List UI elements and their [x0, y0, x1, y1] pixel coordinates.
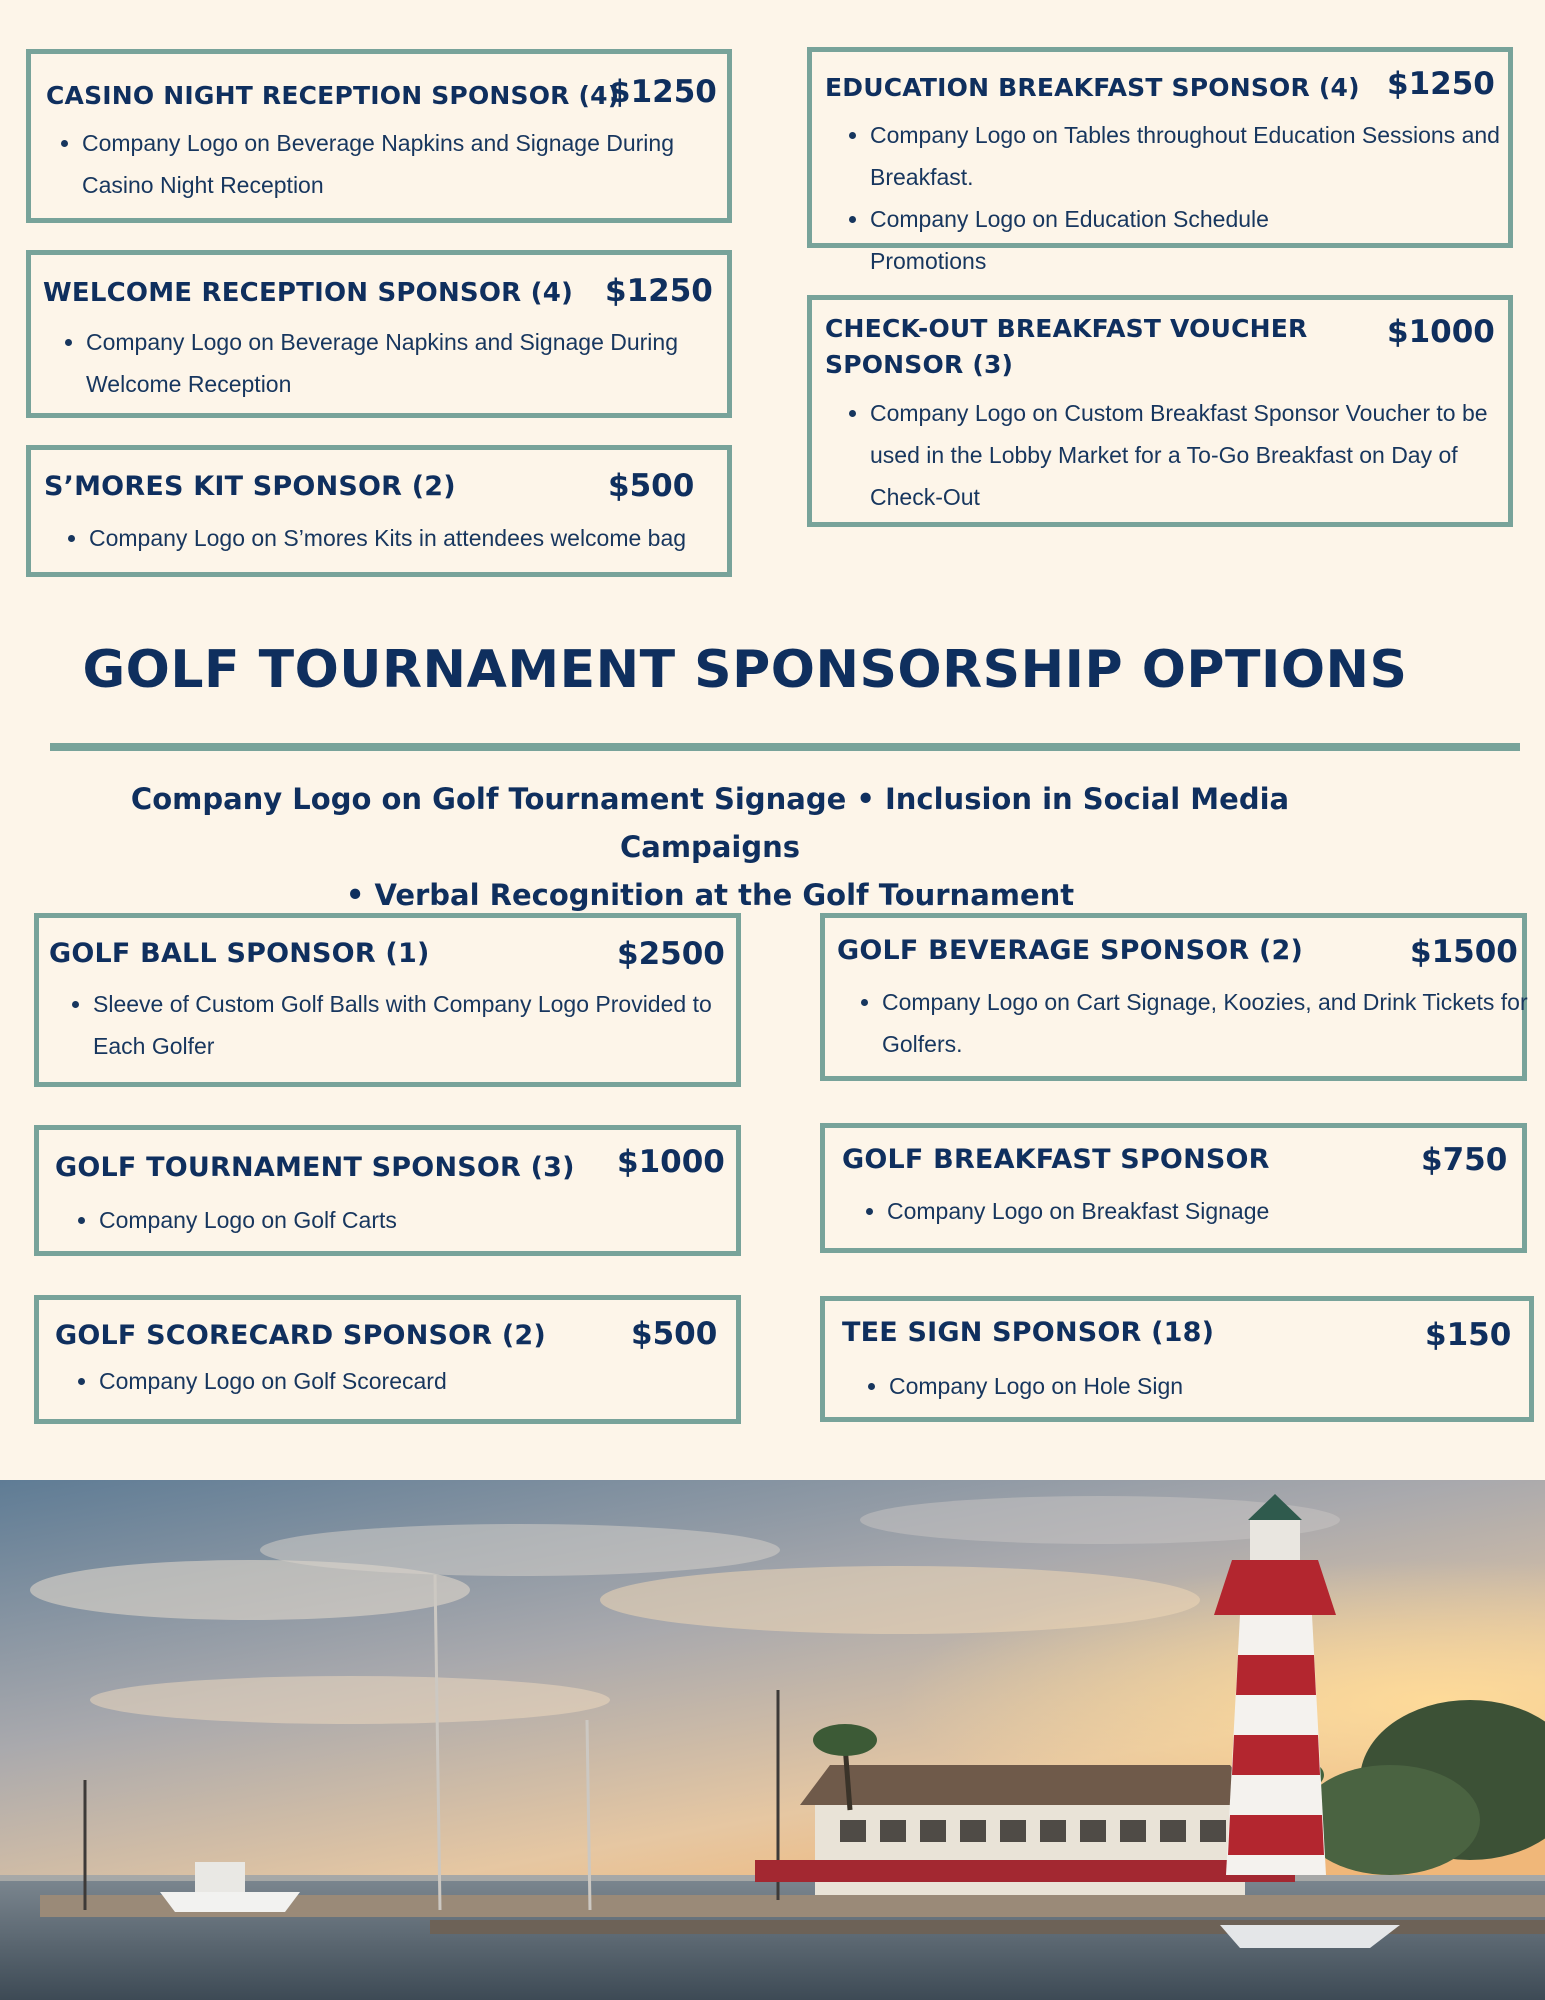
sponsor-price: $150: [1425, 1317, 1512, 1353]
sponsor-title: GOLF TOURNAMENT SPONSOR (3): [55, 1152, 575, 1183]
sponsor-card-golf-beverage: [820, 913, 1527, 1081]
benefit-item: • Company Logo on Golf Carts: [99, 1199, 749, 1241]
sponsor-title: GOLF BEVERAGE SPONSOR (2): [837, 935, 1304, 966]
sponsor-title: CASINO NIGHT RECEPTION SPONSOR (4): [46, 81, 620, 110]
sponsor-benefits: [52, 122, 732, 206]
benefit-item: • Sleeve of Custom Golf Balls with Company Logo Provided to Each Golfer: [93, 983, 753, 1067]
sponsor-price: $750: [1421, 1142, 1508, 1178]
benefit-item: • Company Logo on Cart Signage, Koozies, and Drink Tickets for Golfers.: [882, 981, 1545, 1065]
sponsor-title-line: SPONSOR (3): [825, 350, 1014, 379]
sponsor-card-golf-tournament: [34, 1125, 741, 1256]
sponsor-benefits: [857, 1190, 1537, 1232]
sponsor-benefits: [840, 392, 1532, 518]
sponsor-price: $1000: [617, 1144, 725, 1180]
sponsor-price: $500: [608, 468, 695, 504]
sponsor-card-golf-scorecard: [34, 1295, 741, 1424]
sponsor-title: [825, 311, 1307, 383]
sponsor-benefits: [56, 321, 736, 405]
sponsor-benefits: [840, 114, 1520, 282]
sponsor-price: $1500: [1410, 934, 1518, 970]
sponsor-price: $2500: [617, 936, 725, 972]
sponsor-price: $1000: [1387, 314, 1495, 350]
sponsor-price: $1250: [609, 74, 717, 110]
sponsor-title: EDUCATION BREAKFAST SPONSOR (4): [825, 73, 1360, 102]
benefit-item: • Company Logo on Education Schedule Promotions: [870, 198, 1520, 282]
sponsor-title: WELCOME RECEPTION SPONSOR (4): [43, 278, 574, 308]
sponsor-benefits: [63, 983, 753, 1067]
benefit-item: • Company Logo on Custom Breakfast Sponsor Voucher to be used in the Lobby Market for a To-Go Breakfast on Day of Check-Out: [870, 392, 1532, 518]
sponsor-title: GOLF BALL SPONSOR (1): [49, 938, 430, 969]
benefit-item: • Company Logo on S’mores Kits in attendees welcome bag: [89, 517, 779, 559]
golf-benefits: [60, 775, 1360, 919]
sponsor-title-line: CHECK-OUT BREAKFAST VOUCHER: [825, 314, 1308, 343]
golf-benefits-line: • Verbal Recognition at the Golf Tournament: [345, 878, 1075, 912]
sponsor-card-education-breakfast: [807, 47, 1513, 274]
sponsor-price: $1250: [1387, 66, 1495, 102]
benefit-item: • Company Logo on Tables throughout Education Sessions and Breakfast.: [870, 114, 1520, 198]
sponsor-price: $1250: [605, 273, 713, 309]
sponsor-title: TEE SIGN SPONSOR (18): [842, 1317, 1215, 1348]
benefit-item: • Company Logo on Beverage Napkins and Signage During Welcome Reception: [86, 321, 736, 405]
sponsor-title: S’MORES KIT SPONSOR (2): [44, 471, 456, 502]
sponsor-card-golf-ball: [34, 913, 741, 1087]
sponsor-card-golf-breakfast: [820, 1123, 1527, 1253]
sponsor-price: $500: [631, 1316, 718, 1352]
benefit-item: • Company Logo on Beverage Napkins and Signage During Casino Night Reception: [82, 122, 732, 206]
sponsor-card-checkout-breakfast: [807, 295, 1513, 527]
benefit-item: • Company Logo on Hole Sign: [889, 1365, 1539, 1407]
sponsor-title: GOLF BREAKFAST SPONSOR: [842, 1144, 1270, 1175]
sponsor-card-welcome-reception: [26, 250, 732, 418]
sponsor-benefits: [859, 1365, 1539, 1407]
sponsor-card-tee-sign: [820, 1296, 1534, 1422]
sponsor-card-smores-kit: [26, 445, 732, 577]
sponsor-benefits: [69, 1360, 749, 1402]
benefit-item: • Company Logo on Golf Scorecard: [99, 1360, 749, 1402]
benefit-item: • Company Logo on Breakfast Signage: [887, 1190, 1537, 1232]
sponsor-benefits: [852, 981, 1545, 1065]
golf-section-title: GOLF TOURNAMENT SPONSORSHIP OPTIONS: [82, 640, 1408, 700]
golf-benefits-line: Company Logo on Golf Tournament Signage • Inclusion in Social Media Campaigns: [130, 782, 1290, 864]
sponsor-title: GOLF SCORECARD SPONSOR (2): [55, 1320, 546, 1351]
section-divider: [50, 743, 1520, 751]
sponsor-benefits: [69, 1199, 749, 1241]
harbour-lighthouse-photo: [0, 1480, 1545, 2000]
sponsor-benefits: [59, 517, 779, 559]
sponsor-card-casino-night: [26, 49, 732, 223]
